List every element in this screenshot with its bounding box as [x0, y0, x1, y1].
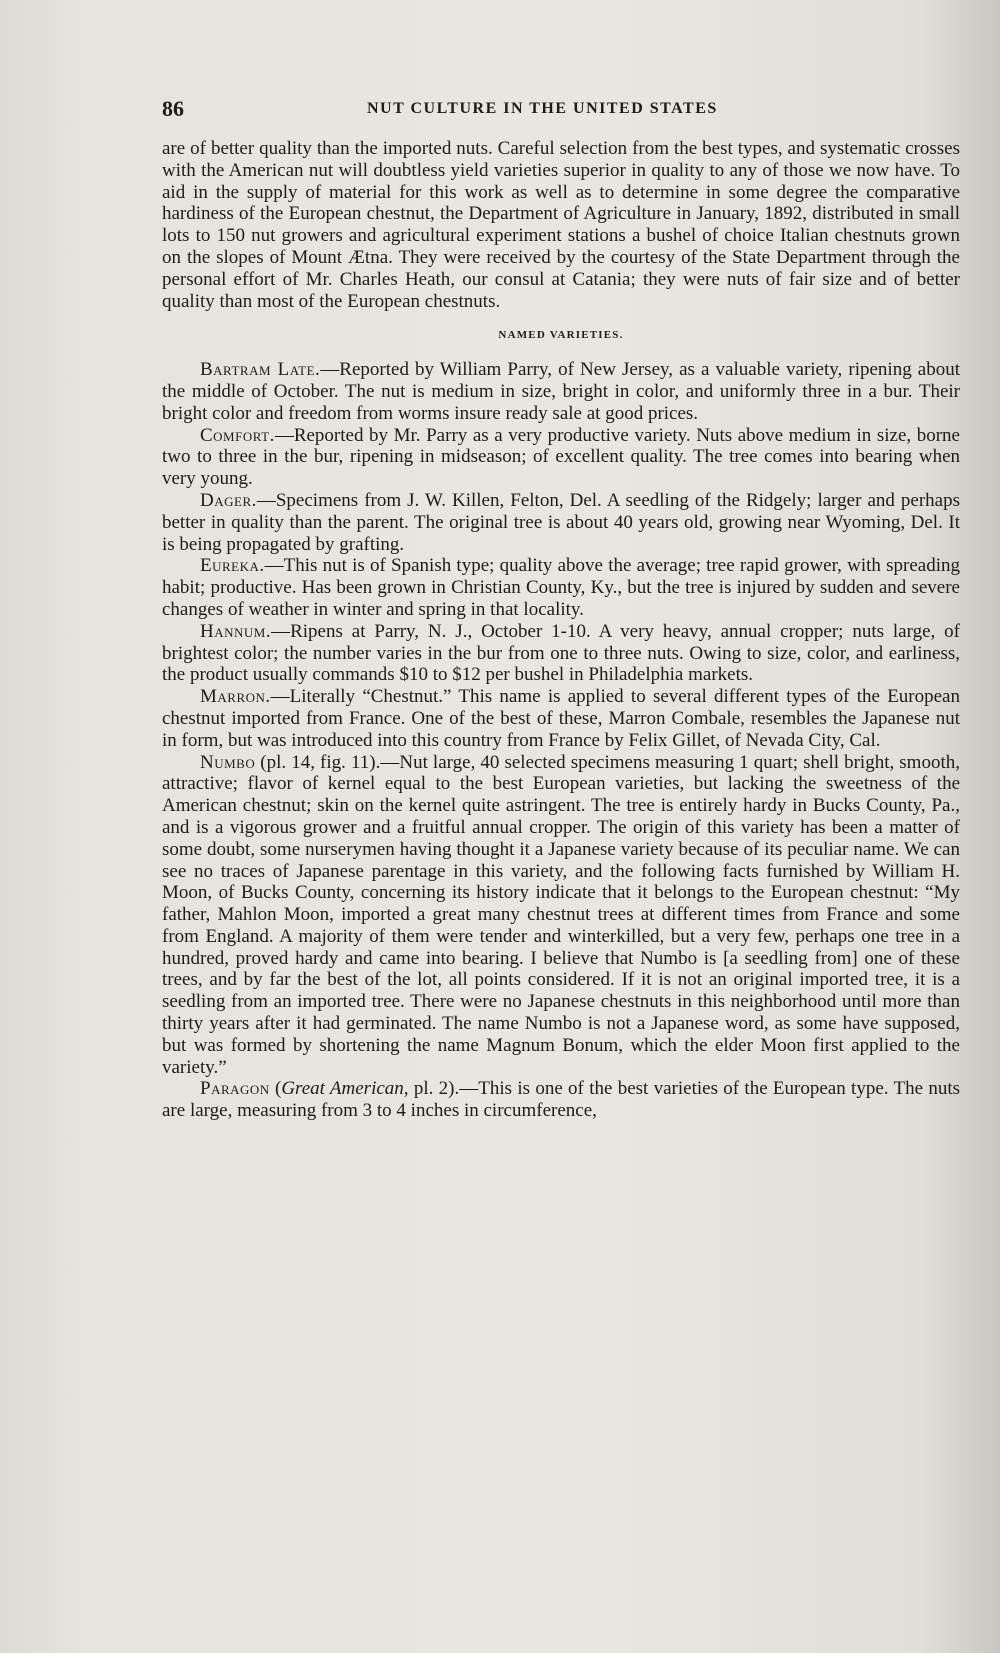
- variety-name: Comfort.: [200, 424, 275, 446]
- variety-entry-numbo: [162, 752, 960, 1079]
- variety-name: Bartram Late.: [200, 359, 321, 381]
- variety-entry-comfort: [162, 425, 960, 490]
- body-text: [162, 138, 960, 1122]
- variety-name: Marron.: [200, 686, 271, 708]
- variety-entry-hannum: [162, 621, 960, 686]
- running-head: NUT CULTURE IN THE UNITED STATES: [367, 100, 718, 117]
- variety-alias: Great American: [281, 1078, 404, 1100]
- variety-entry-paragon: [162, 1078, 960, 1122]
- variety-name: Dager.: [200, 489, 257, 511]
- variety-description: (pl. 14, fig. 11).—Nut large, 40 selected specimens measuring 1 quart; shell bright, smooth, attractive; flavor of kernel equal to the best European varieties, but lacking the sweetness of the American chestnut; skin on the kernel quite astringent. The tree is entirely hardy in Bucks County, Pa., and is a vigorous grower and a fruitful annual cropper. The origin of this variety has been a matter of some doubt, some nurserymen having thought it a Japanese variety because of its peculiar name. We can see no traces of Japanese parentage in this variety, and the following facts furnished by William H. Moon, of Bucks County, concerning its history indicate that it belongs to the European chestnut: “My father, Mahlon Moon, imported a great many chestnut trees at different times from France and some from England. A majority of them were tender and winterkilled, but a very few, perhaps one tree in a hundred, proved hardy and came into bearing. I believe that Numbo is [a seedling from] one of these trees, and by far the best of the lot, all points considered. If it is not an original imported tree, it is a seedling from an imported tree. There were no Japanese chestnuts in this neighborhood until more than thirty years after it had germinated. The name Numbo is not a Japanese word, as some have supposed, but was formed by shortening the name Magnum Bonum, which the elder Moon first applied to the variety.”: [162, 751, 960, 1078]
- variety-description: —Literally “Chestnut.” This name is applied to several different types of the European chestnut imported from France. One of the best of these, Marron Combale, resembles the Japanese nut in form, but was introduced into this country from France by Felix Gillet, of Nevada City, Cal.: [162, 686, 960, 751]
- page-header: [162, 96, 962, 126]
- variety-name: Eureka.: [200, 555, 265, 577]
- page-number: 86: [162, 96, 184, 121]
- variety-entry-bartram-late: [162, 359, 960, 424]
- section-title: NAMED VARIETIES.: [498, 329, 624, 342]
- variety-name: Numbo: [200, 751, 256, 773]
- variety-description: —Reported by William Parry, of New Jersey, as a valuable variety, ripening about the middle of October. The nut is medium in size, bright in color, and uniformly three in a bur. Their bright color and freedom from worms insure ready sale at good prices.: [162, 359, 960, 424]
- variety-entry-dager: [162, 490, 960, 555]
- intro-paragraph: are of better quality than the imported nuts. Careful selection from the best types, and systematic crosses with the American nut will doubtless yield varieties superior in quality to any of those we now have. To aid in the supply of material for this work as well as to determine in some degree the comparative hardiness of the European chestnut, the Department of Agriculture in January, 1892, distributed in small lots to 150 nut growers and agricultural experiment stations a bushel of choice Italian chestnuts grown on the slopes of Mount Ætna. They were received by the courtesy of the State Department through the personal effort of Mr. Charles Heath, our consul at Catania; they were nuts of fair size and of better quality than most of the European chestnuts.: [162, 138, 960, 312]
- variety-entry-eureka: [162, 555, 960, 620]
- variety-name: Hannum.: [200, 620, 272, 642]
- variety-description: —This nut is of Spanish type; quality above the average; tree rapid grower, with spreading habit; productive. Has been grown in Christian County, Ky., but the tree is injured by sudden and severe changes of weather in winter and spring in that locality.: [162, 555, 960, 620]
- variety-description: —Ripens at Parry, N. J., October 1-10. A very heavy, annual cropper; nuts large, of brightest color; the number varies in the bur from one to three nuts. Owing to size, color, and earliness, the product usually commands $10 to $12 per bushel in Philadelphia markets.: [162, 620, 960, 686]
- paren-open: (: [269, 1078, 282, 1100]
- variety-description: —Reported by Mr. Parry as a very productive variety. Nuts above medium in size, borne two to three in the bur, ripening in midseason; of excellent quality. The tree comes into bearing when very young.: [162, 424, 960, 490]
- variety-description: —Specimens from J. W. Killen, Felton, Del. A seedling of the Ridgely; larger and perhaps better in quality than the parent. The original tree is about 40 years old, growing near Wyoming, Del. It is being propagated by grafting.: [162, 489, 960, 555]
- variety-description: , pl. 2).—This is one of the best varieties of the European type. The nuts are large, measuring from 3 to 4 inches in circumference,: [162, 1078, 960, 1122]
- variety-entry-marron: [162, 686, 960, 751]
- variety-name: Paragon: [200, 1078, 270, 1100]
